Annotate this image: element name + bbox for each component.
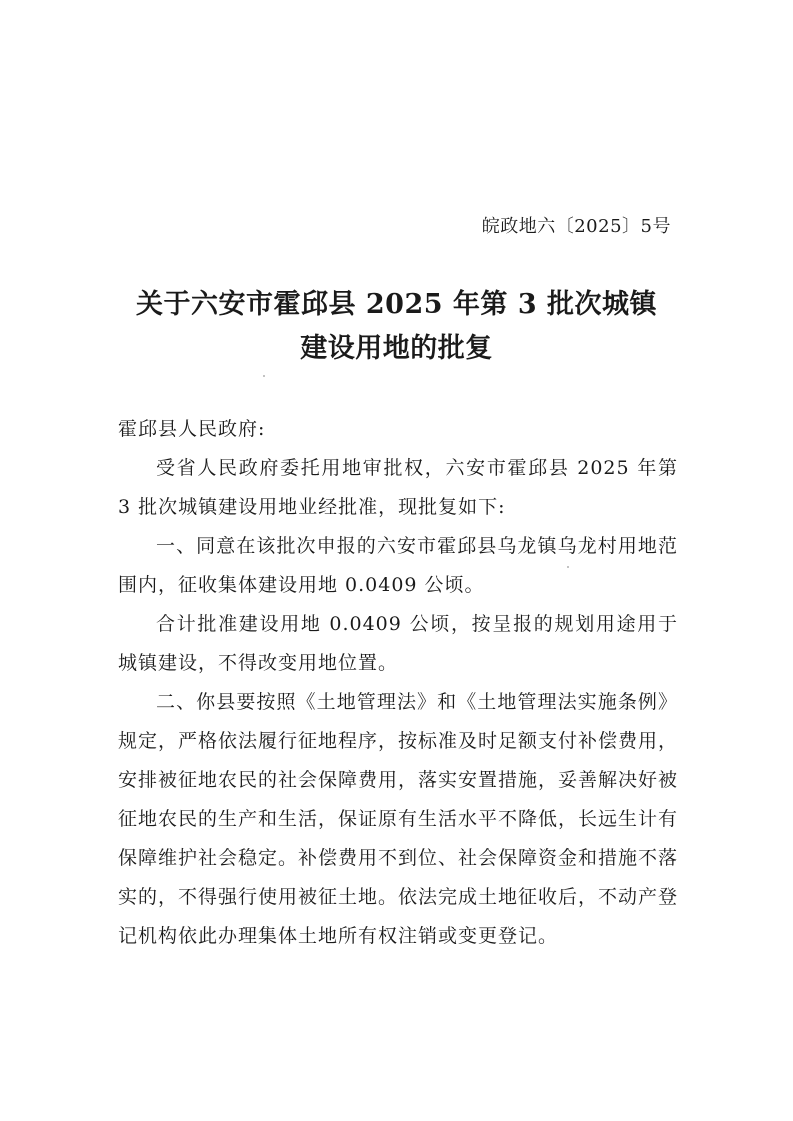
paragraph-total: 合计批准建设用地 0.0409 公顷，按呈报的规划用途用于城镇建设，不得改变用地位置。 bbox=[118, 613, 678, 674]
scan-speck bbox=[263, 375, 265, 377]
document-title bbox=[0, 283, 793, 371]
paragraph-item-2: 二、你县要按照《土地管理法》和《土地管理法实施条例》规定，严格依法履行征地程序，按标准及时足额支付补偿费用，安排被征地农民的社会保障费用，落实安置措施，妥善解决好被征地农民的生产和生活，保证原有生活水平不降低，长远生计有保障维护社会稳定。补偿费用不到位、社会保障资金和措施不落实的，不得强行使用被征土地。依法完成土地征收后，不动产登记机构依此办理集体土地所有权注销或变更登记。 bbox=[118, 691, 679, 947]
paragraph-item-1: 一、同意在该批次申报的六安市霍邱县乌龙镇乌龙村用地范围内，征收集体建设用地 0.0409 公顷。 bbox=[118, 535, 678, 596]
document-number: 皖政地六〔2025〕5号 bbox=[481, 216, 671, 237]
title-line-1: 关于六安市霍邱县 2025 年第 3 批次城镇 bbox=[135, 289, 658, 320]
document-body bbox=[118, 410, 678, 956]
paragraph-intro: 受省人民政府委托用地审批权，六安市霍邱县 2025 年第 3 批次城镇建设用地业经批准，现批复如下: bbox=[118, 457, 678, 518]
salutation: 霍邱县人民政府: bbox=[118, 418, 266, 440]
title-line-2: 建设用地的批复 bbox=[300, 333, 493, 364]
